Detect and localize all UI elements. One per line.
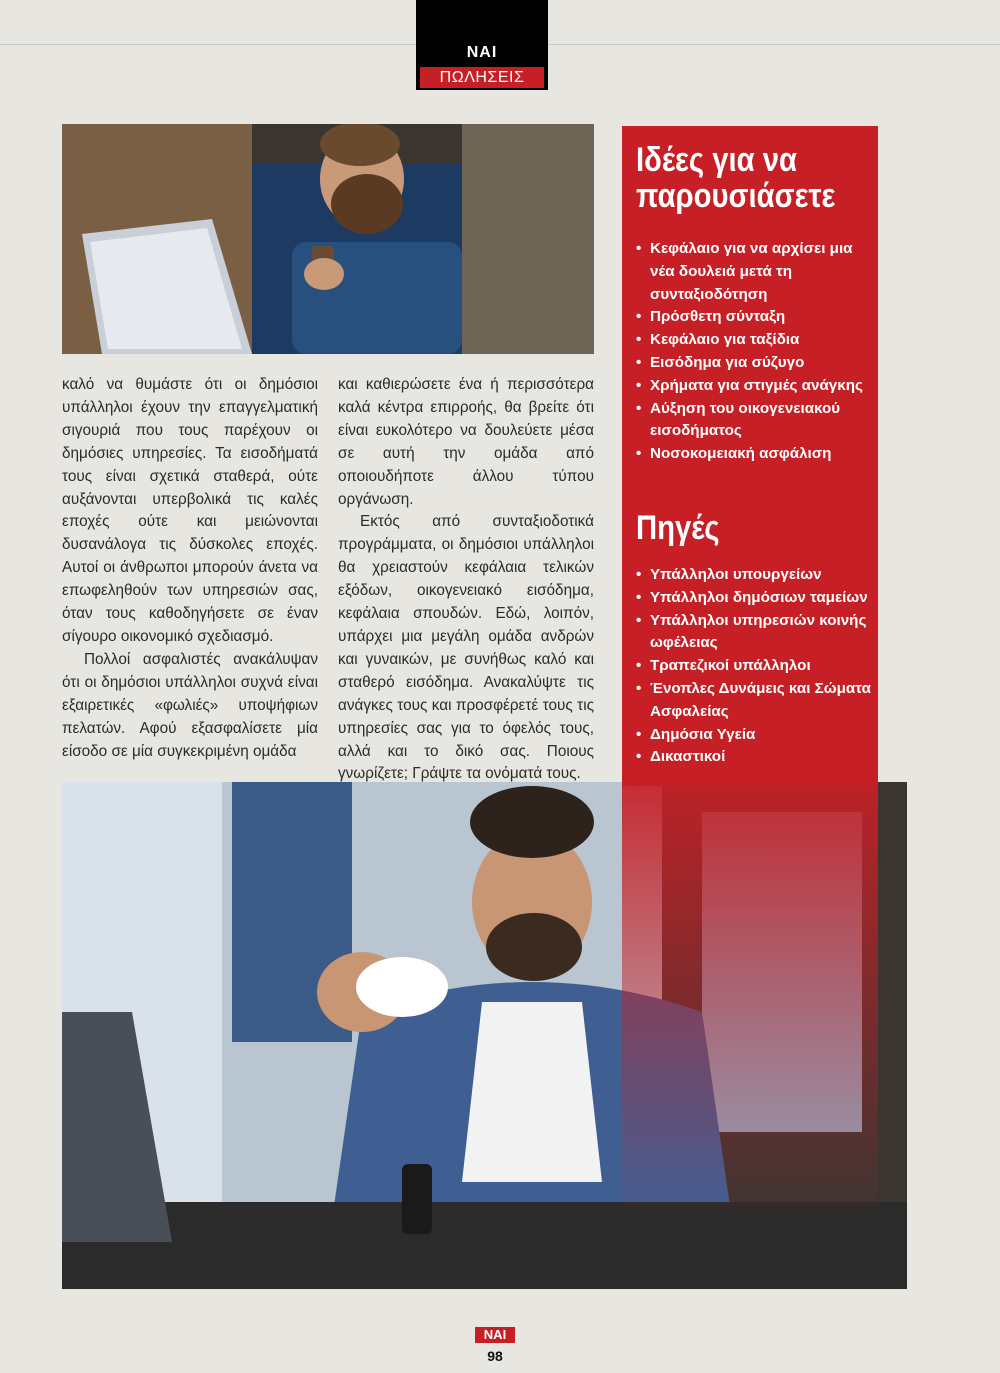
list-item-text: Εισόδημα για σύζυγο xyxy=(650,353,805,371)
paragraph: καλό να θυμάστε ότι οι δημόσιοι υπάλληλοι έχουν την επαγγελματική σιγουριά που τους παρέχουν οι δημόσιες υπηρεσίες. Τα εισοδήματά τους είναι σχετικά σταθερά, ούτε αυξάνονται υπερβολικά τις καλές εποχές ούτε και μειώνονται δυσανάλογα τις δύσκολες εποχές. Αυτοί οι άνθρωποι μπορούν άνετα να επωφεληθούν των υπηρεσιών σας, όταν τους καθοδηγήσετε σε έναν σίγουρο οικονομικό σχεδιασμό. xyxy=(62,376,318,645)
bullet-icon: • xyxy=(636,566,642,583)
list-item xyxy=(636,375,876,398)
bullet-icon: • xyxy=(636,588,642,606)
list-item-text: Νοσοκομειακή ασφάλιση xyxy=(650,445,832,463)
list-item xyxy=(636,443,876,466)
list-item xyxy=(636,587,876,610)
ideas-heading-line: Ιδέες για να xyxy=(636,141,797,179)
list-item-text: Κεφάλαιο για να αρχίσει μια νέα δουλειά μετά τη συνταξιοδότηση xyxy=(650,240,853,303)
list-item-text: Κεφάλαιο για ταξίδια xyxy=(650,331,800,349)
article-column-right xyxy=(338,374,594,786)
bullet-icon: • xyxy=(636,657,642,675)
footer-logo: ΝΑΙ xyxy=(475,1327,515,1343)
article-column-left xyxy=(62,374,318,763)
list-item-text: Υπάλληλοι δημόσιων ταμείων xyxy=(650,588,868,606)
bullet-icon: • xyxy=(636,331,642,349)
list-item xyxy=(636,238,876,306)
bullet-icon: • xyxy=(636,240,642,257)
sidebar-fade-overlay xyxy=(622,786,878,1226)
list-item xyxy=(636,352,876,375)
magazine-header-tab xyxy=(416,0,548,90)
brand-name: ΝΑΙ xyxy=(466,44,498,61)
bullet-icon: • xyxy=(636,445,642,463)
list-item xyxy=(636,306,876,329)
bullet-icon: • xyxy=(636,748,642,766)
ideas-heading xyxy=(636,142,841,214)
list-item xyxy=(636,655,876,678)
bullet-icon: • xyxy=(636,679,642,697)
bullet-icon: • xyxy=(636,376,642,394)
bullet-icon: • xyxy=(636,308,642,326)
sidebar-ideas-sources xyxy=(622,126,878,786)
list-item xyxy=(636,398,876,444)
list-item-text: Πρόσθετη σύνταξη xyxy=(650,308,786,326)
list-item-text: Τραπεζικοί υπάλληλοι xyxy=(650,657,811,675)
sources-list xyxy=(636,564,876,769)
list-item xyxy=(636,329,876,352)
section-label: ΠΩΛΗΣΕΙΣ xyxy=(420,67,544,88)
list-item xyxy=(636,746,876,769)
list-item-text: Δικαστικοί xyxy=(650,748,726,766)
bullet-icon: • xyxy=(636,611,642,629)
paragraph: Πολλοί ασφαλιστές ανακάλυψαν ότι οι δημόσιοι υπάλληλοι συχνά είναι εξαιρετικές «φωλιές» υποψήφιων πελατών. Αφού εξασφαλίσετε μία είσοδο σε μία συγκεκριμένη ομάδα xyxy=(62,650,318,760)
bullet-icon: • xyxy=(636,725,642,743)
list-item-text: Υπάλληλοι υπηρεσιών κοινής ωφέλειας xyxy=(650,611,867,652)
sources-heading: Πηγές xyxy=(636,509,720,547)
bullet-icon: • xyxy=(636,353,642,371)
list-item-text: Χρήματα για στιγμές ανάγκης xyxy=(650,376,863,394)
bullet-icon: • xyxy=(636,399,642,417)
photo-man-laptop-coffee xyxy=(62,124,594,354)
list-item-text: Ένοπλες Δυνάμεις και Σώματα Ασφαλείας xyxy=(650,679,871,720)
list-item xyxy=(636,610,876,656)
list-item-text: Υπάλληλοι υπουργείων xyxy=(650,566,822,583)
paragraph: και καθιερώσετε ένα ή περισσότερα καλά κέντρα επιρροής, θα βρείτε ότι είναι ευκολότερο να δουλεύετε μέσα σε αυτή την ομάδα από οποιουδήποτε άλλου τύπου οργάνωση. xyxy=(338,376,594,508)
paragraph: Εκτός από συνταξιοδοτικά προγράμματα, οι δημόσιοι υπάλληλοι θα χρειαστούν κεφάλαια τελικών εξόδων, οικογενειακό εισόδημα, κεφάλαια σπουδών. Εδώ, λοιπόν, υπάρχει μια μεγάλη ομάδα ανδρών και γυναικών, με συνήθως καλό και σταθερό εισόδημα. Ανακαλύψτε τις ανάγκες τους και προσφέρετέ τους τις υπηρεσίες σας για το όφελός τους, αλλά και το δικό σας. Ποιους γνωρίζετε; Γράψτε τα ονόματά τους. xyxy=(338,513,594,783)
list-item xyxy=(636,678,876,724)
ideas-heading-line: παρουσιάσετε xyxy=(636,177,836,215)
photo-top-illustration xyxy=(62,124,594,354)
list-item-text: Δημόσια Υγεία xyxy=(650,725,756,743)
ideas-list xyxy=(636,238,876,466)
list-item-text: Αύξηση του οικογενειακού εισοδήματος xyxy=(650,399,841,440)
list-item xyxy=(636,724,876,747)
list-item xyxy=(636,564,876,587)
page-number: 98 xyxy=(487,1348,503,1364)
